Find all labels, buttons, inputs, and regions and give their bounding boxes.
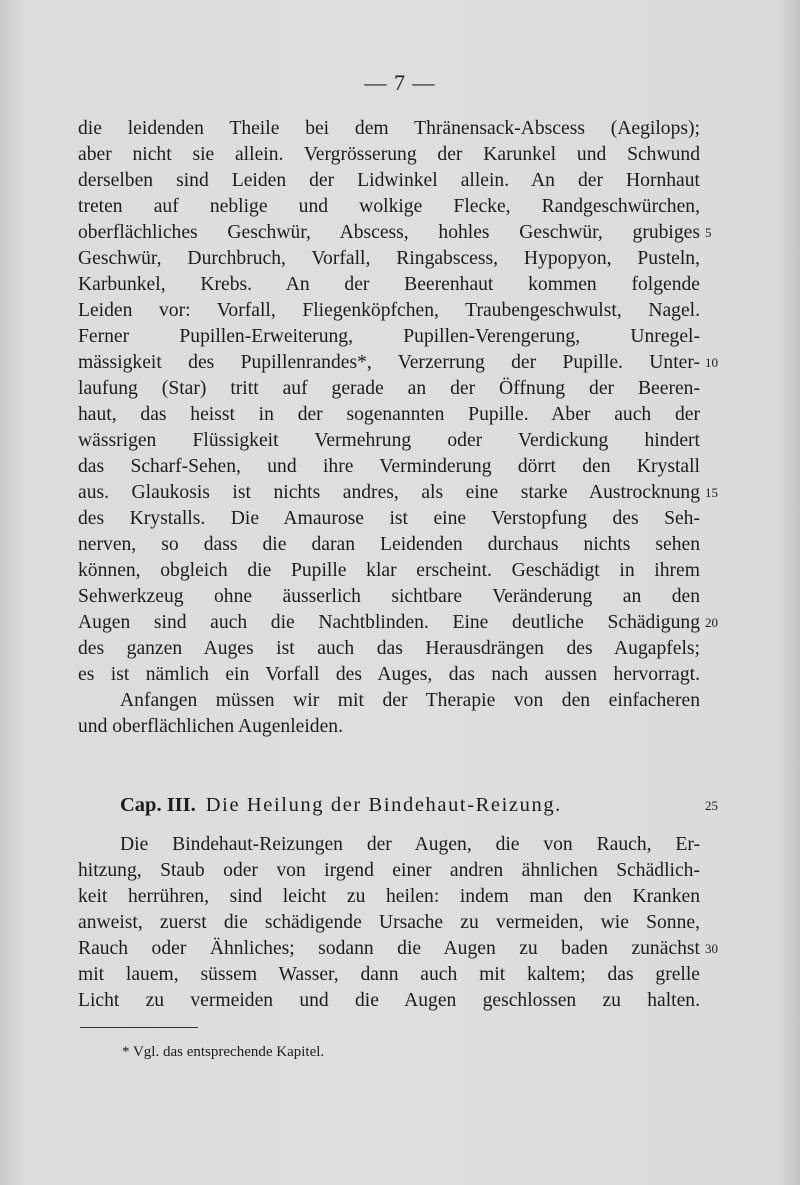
- footnote-rule: [80, 1027, 198, 1028]
- text-line: wässrigen Flüssigkeit Vermehrung oder Verdickung hindert: [78, 430, 700, 451]
- line-number: 5: [705, 225, 712, 240]
- text-line: das Scharf-Sehen, und ihre Verminderung dörrt den Krystall: [78, 456, 700, 477]
- text-line: hitzung, Staub oder von irgend einer andren ähnlichen Schädlich-: [78, 860, 700, 881]
- line-number: 20: [705, 615, 718, 630]
- text-line: Die Bindehaut-Reizungen der Augen, die von Rauch, Er-: [120, 834, 700, 855]
- text-line: können, obgleich die Pupille klar erscheint. Geschädigt in ihrem: [78, 560, 700, 581]
- text-line: aus. Glaukosis ist nichts andres, als eine starke Austrocknung: [78, 482, 700, 503]
- text-line: Geschwür, Durchbruch, Vorfall, Ringabscess, Hypopyon, Pusteln,: [78, 248, 700, 269]
- text-line: Anfangen müssen wir mit der Therapie von den einfacheren: [120, 690, 700, 711]
- text-line: Augen sind auch die Nachtblinden. Eine deutliche Schädigung: [78, 612, 700, 633]
- text-line: Karbunkel, Krebs. An der Beerenhaut kommen folgende: [78, 274, 700, 295]
- text-line: aber nicht sie allein. Vergrösserung der Karunkel und Schwund: [78, 144, 700, 165]
- line-number: 15: [705, 485, 718, 500]
- text-line: nerven, so dass die daran Leidenden durchaus nichts sehen: [78, 534, 700, 555]
- text-line: derselben sind Leiden der Lidwinkel allein. An der Hornhaut: [78, 170, 700, 191]
- page-number: — 7 —: [364, 70, 436, 95]
- text-line: laufung (Star) tritt auf gerade an der Öffnung der Beeren-: [78, 378, 700, 399]
- text-line: es ist nämlich ein Vorfall des Auges, das nach aussen hervorragt.: [78, 664, 700, 685]
- line-number: 30: [705, 941, 718, 956]
- text-line: anweist, zuerst die schädigende Ursache zu vermeiden, wie Sonne,: [78, 912, 700, 933]
- text-line: Sehwerkzeug ohne äusserlich sichtbare Veränderung an den: [78, 586, 700, 607]
- chapter-number: Cap. III.: [120, 794, 196, 816]
- text-line: Leiden vor: Vorfall, Fliegenköpfchen, Traubengeschwulst, Nagel.: [78, 300, 700, 321]
- text-line: treten auf neblige und wolkige Flecke, Randgeschwürchen,: [78, 196, 700, 217]
- chapter-heading: [120, 791, 562, 819]
- footnote: * Vgl. das entsprechende Kapitel.: [122, 1044, 325, 1060]
- text-line: oberflächliches Geschwür, Abscess, hohles Geschwür, grubiges: [78, 222, 700, 243]
- text-line: haut, das heisst in der sogenannten Pupille. Aber auch der: [78, 404, 700, 425]
- chapter-title: Die Heilung der Bindehaut-Reizung.: [205, 794, 562, 816]
- text-line: Ferner Pupillen-Erweiterung, Pupillen-Verengerung, Unregel-: [78, 326, 700, 347]
- text-line: die leidenden Theile bei dem Thränensack-Abscess (Aegilops);: [78, 118, 700, 139]
- text-line: keit herrühren, sind leicht zu heilen: indem man den Kranken: [78, 886, 700, 907]
- text-line: Licht zu vermeiden und die Augen geschlossen zu halten.: [78, 990, 700, 1011]
- text-line: des ganzen Auges ist auch das Herausdrängen des Augapfels;: [78, 638, 700, 659]
- text-line: Rauch oder Ähnliches; sodann die Augen zu baden zunächst: [78, 938, 700, 959]
- text-line: mässigkeit des Pupillenrandes*, Verzerrung der Pupille. Unter-: [78, 352, 700, 373]
- line-number: 10: [705, 355, 718, 370]
- text-line: des Krystalls. Die Amaurose ist eine Verstopfung des Seh-: [78, 508, 700, 529]
- text-line: mit lauem, süssem Wasser, dann auch mit kaltem; das grelle: [78, 964, 700, 985]
- line-number: 25: [705, 798, 718, 813]
- text-line: und oberflächlichen Augenleiden.: [78, 716, 343, 737]
